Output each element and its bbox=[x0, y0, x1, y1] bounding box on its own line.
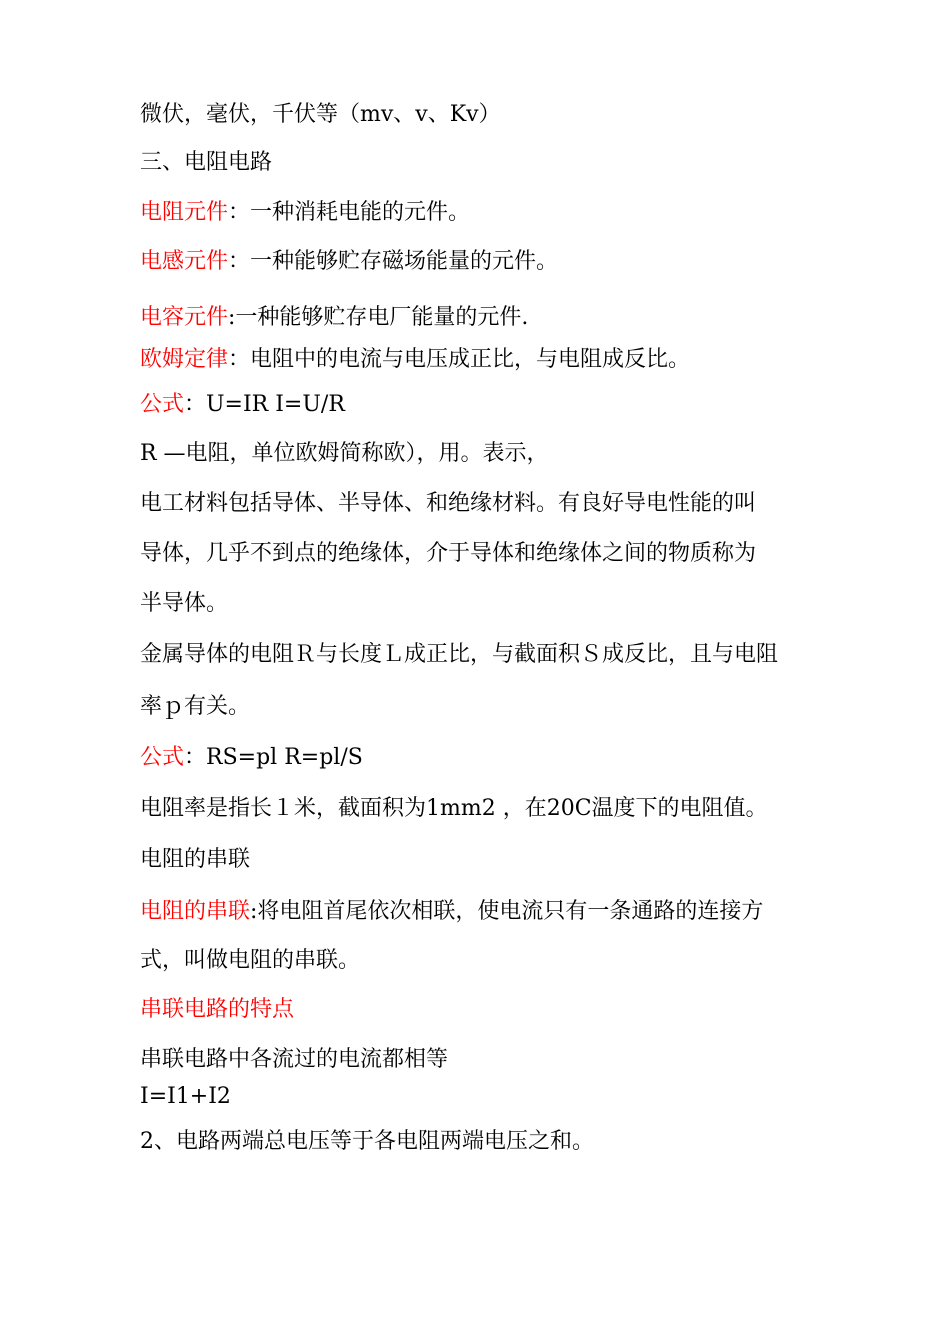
definition-text: ：电阻中的电流与电压成正比，与电阻成反比。 bbox=[228, 347, 691, 372]
term-label: 电阻元件 bbox=[140, 200, 229, 225]
term-label: 串联电路的特点 bbox=[140, 997, 295, 1022]
definition-line bbox=[140, 247, 558, 277]
paragraph-line bbox=[140, 539, 756, 569]
line-text: 2、电路两端总电压等于各电阻两端电压之和。 bbox=[140, 1129, 594, 1154]
paragraph-line bbox=[140, 589, 228, 619]
formula-line bbox=[140, 1082, 231, 1112]
line-text: 电阻率是指长１米，截面积为1mm2 ，在20C温度下的电阻值。 bbox=[140, 796, 768, 821]
line-text: 半导体。 bbox=[140, 591, 229, 616]
paragraph-line bbox=[140, 640, 778, 670]
term-label: 电感元件 bbox=[140, 249, 229, 274]
definition-line bbox=[140, 345, 690, 375]
formula-text: I=I1+I2 bbox=[140, 1084, 231, 1109]
definition-text: ：一种消耗电能的元件。 bbox=[228, 200, 471, 225]
term-label: 公式 bbox=[140, 745, 185, 770]
definition-text: :一种能够贮存电厂能量的元件. bbox=[228, 305, 529, 330]
formula-text: ：RS=pl R=pl/S bbox=[184, 745, 363, 770]
line-text: 金属导体的电阻Ｒ与长度Ｌ成正比，与截面积Ｓ成反比，且与电阻 bbox=[140, 642, 779, 667]
section-heading bbox=[140, 845, 250, 875]
paragraph-line bbox=[140, 692, 250, 722]
section-heading bbox=[140, 148, 272, 178]
text-line bbox=[140, 439, 549, 469]
term-label: 欧姆定律 bbox=[140, 347, 229, 372]
heading-text: 三、电阻电路 bbox=[140, 150, 273, 175]
term-label: 公式 bbox=[140, 392, 185, 417]
line-text: R —电阻，单位欧姆简称欧），用。表示， bbox=[140, 441, 549, 466]
term-label: 电阻的串联 bbox=[140, 899, 251, 924]
definition-line bbox=[140, 303, 528, 333]
subheading bbox=[140, 995, 294, 1025]
term-label: 电容元件 bbox=[140, 305, 229, 330]
definition-text: ：一种能够贮存磁场能量的元件。 bbox=[228, 249, 559, 274]
line-text: 电工材料包括导体、半导体、和绝缘材料。有良好导电性能的叫 bbox=[140, 491, 757, 516]
text-line bbox=[140, 794, 768, 824]
line-text: 串联电路中各流过的电流都相等 bbox=[140, 1047, 449, 1072]
text-line bbox=[140, 1127, 594, 1157]
paragraph-line bbox=[140, 946, 360, 976]
definition-text: :将电阻首尾依次相联，使电流只有一条通路的连接方 bbox=[250, 899, 764, 924]
text-line bbox=[140, 1045, 448, 1075]
definition-line bbox=[140, 198, 470, 228]
line-text: 导体，几乎不到点的绝缘体，介于导体和绝缘体之间的物质称为 bbox=[140, 541, 757, 566]
text-line bbox=[140, 100, 501, 130]
line-text: 微伏，毫伏，千伏等（mv、v、Kv） bbox=[140, 102, 501, 127]
line-text: 率ｐ有关。 bbox=[140, 694, 251, 719]
formula-text: ：U=IR I=U/R bbox=[184, 392, 345, 417]
formula-line bbox=[140, 390, 345, 420]
line-text: 式，叫做电阻的串联。 bbox=[140, 948, 361, 973]
definition-line bbox=[140, 897, 763, 927]
paragraph-line bbox=[140, 489, 756, 519]
formula-line bbox=[140, 743, 363, 773]
heading-text: 电阻的串联 bbox=[140, 847, 251, 872]
